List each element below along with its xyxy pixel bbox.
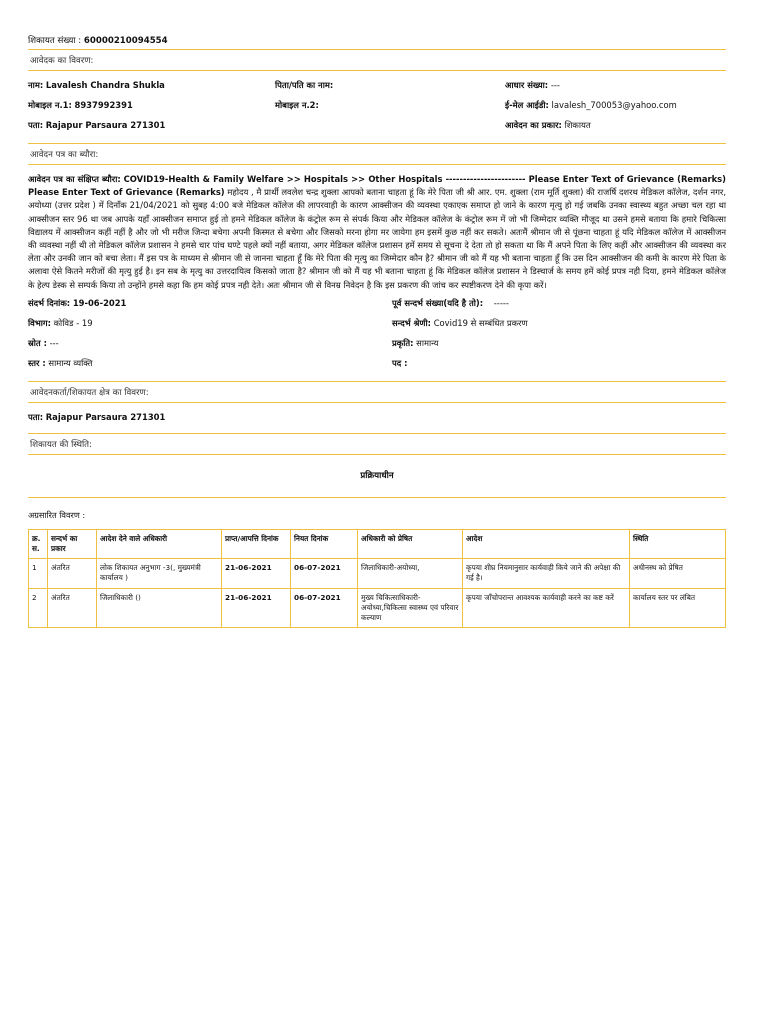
details-row-4: स्तर : सामान्य व्यक्ति पद : [28,357,408,368]
details-row-3: स्रोत : --- प्रकृति: सामान्य [28,337,439,348]
department: कोविड - 19 [53,317,93,328]
level: सामान्य व्यक्ति [48,357,93,368]
grievance-summary: आवेदन पत्र का संक्षिप्त ब्यौरा: COVID19-Health & Family Welfare >> Hospitals >> Other Hospitals ----------------------- Please Enter Text of Grievance (Remarks) Please Enter Text of Grievance (Remarks) महोदय , मै प्रार्थी लवलेश चन्द्र शुक्ला आपको बताना चाहता हूं कि मेरे पिता जी श्री आर. एम. शुक्ला (राम मूर्ति शुक्ला) की राजर्षि दशरथ मेडिकल कॉलेज, दर्शन नगर, अयोध्या (उत्तर प्रदेश ) में दिनाँक 21/04/2021 को सुबह 4:00 बजे मेडिकल कॉलेज की लापरवाही के कारण आक्सीजन की व्यवस्था एकाएक समाप्त हो जाने के कारण मृत्यु हो गई जबकि उनका स्वास्थ्य बहुत अच्छा चल रहा था आक्सीजन स्तर 96 था जब आपके यहाँ आक्सीजन समाप्त हुई तो हमने मेडिकल कॉलेज के कंट्रोल रूम से संपर्क किया और मेडिकल कॉलेज के कंट्रोल रूम में जो भी जिम्मेदार व्यक्ति मौजूद था उसने हमसे बताया कि हमारे चिकित्सा विद्यालय में आक्सीजन कहीं नहीं है और जो भी मरीज जिन्दा बचेगा अपनी किस्मत से बचेगा और जिसको मरना होगा मर जायेगा हम इसमें कुछ नहीं कर सकते। अतःमैं श्रीमान जी से पूंछना चाहता हूं यदि मेडिकल कॉलेज में आक्सीजन की व्यवस्था नहीं थी तो मेडिकल कॉलेज प्रशासन ने हमसे चार पांच घण्टे पहले क्यों नहीं बताया, अगर मेडिकल कॉलेज प्रशासन हमें समय से सूचना दे देता तो हो सकता था कि मैं अपने पिता के लिए कहीं और आक्सीजन की व्यवस्था कर लेता और उनकी जान को बचा लेता। मैं इस पत्र के माध्यम से श्रीमान जी से जानना चाहता हूँ कि मेरे पिता की मृत्यु का जिम्मेदार कौन है? श्रीमान जी को मैं यह भी बताना चाहता हूँ कि उस दिन आक्सीजन की कमी के कारण मेरे पिता के अलावा ऐसे कितने मरीजों की मृत्यु हुई है। इन सब के मृत्यु का उत्तरदायित्व किसको जाता है? श्रीमान जी को मैं यह भी बताना चाहता हूं कि मेडिकल कॉलेज प्रशासन ने डिस्चार्ज के समय हमें कोई प्रपत्र नही दिया, हमने मेडिकल कॉलेज के हेल्प डेस्क से सम्पर्क किया तो उन्होंने हमसे कहा कि हम कोई प्रपत्र नही देते। अतः श्रीमान जी से विनम्र निवेदन है कि इस प्रकरण की जांच कर स्पष्टीकरण देने की कृपा करें। [28,174,726,290]
email: lavalesh_700053@yahoo.com [551,100,677,110]
applicant-address: Rajapur Parsaura 271301 [45,120,166,130]
document-page [28,34,726,628]
applicant-name: Lavalesh Chandra Shukla [45,80,165,90]
applicant-row-2: मोबाइल न.1: 8937992391 मोबाइल न.2: ई-मेल आईडी: lavalesh_700053@yahoo.com [28,100,677,110]
area-address: पता: Rajapur Parsaura 271301 [28,411,166,422]
details-row-2: विभाग: कोविड - 19 सन्दर्भ श्रेणी: Covid19 से सम्बंधित प्रकरण [28,317,528,328]
table-row: 2 अंतरित जिलाधिकारी () 21-06-2021 06-07-2021 मुख्य चिकित्साधिकारी-अयोध्या,चिकित्सा स्वास्थ्य एवं परिवार कल्याण कृपया जाँचोपरान्त आवश्यक कार्यवाही करने का कष्ट करें कार्यालय स्तर पर लंबित [29,588,726,627]
details-row-1: संदर्भ दिनांक: 19-06-2021 पूर्व सन्दर्भ संख्या(यदि है तो): ----- [28,297,509,308]
applicant-row-3: पता: Rajapur Parsaura 271301 आवेदन का प्रकार: शिकायत [28,120,591,130]
ref-date: 19-06-2021 [72,297,127,308]
table-header-row: क्र. स. सन्दर्भ का प्रकार आदेश देने वाले अधिकारी प्राप्त/आपत्ति दिनांक नियत दिनांक अधिकारी को प्रेषित आदेश स्थिति [29,529,726,558]
source: --- [49,337,59,348]
status-section-header: शिकायत की स्थिति: [28,433,726,455]
forward-title: अग्रसारित विवरण : [28,509,86,520]
prev-ref: ----- [493,297,509,308]
nature: सामान्य [416,337,439,348]
application-type: शिकायत [564,120,591,130]
forward-table [28,529,726,628]
application-section-header: आवेदन पत्र का ब्यौरा: [28,143,726,165]
area-section-header: आवेदनकर्ता/शिकायत क्षेत्र का विवरण: [28,381,726,403]
aadhar-number: --- [550,80,560,90]
mobile-1: 8937992391 [74,100,133,110]
applicant-section-header: आवेदक का विवरण: [28,49,726,71]
complaint-number: 60000210094554 [83,36,168,46]
ref-category: Covid19 से सम्बंधित प्रकरण [433,317,528,328]
table-row: 1 अंतरित लोक शिकायत अनुभाग -3(, मुख्यमंत्री कार्यालय ) 21-06-2021 06-07-2021 जिलाधिकारी-अयोध्या, कृपया शीघ्र नियमानुसार कार्यवाही किये जाने की अपेक्षा की गई है। अधीनस्थ को प्रेषित [29,558,726,588]
applicant-row-1: नाम: Lavalesh Chandra Shukla पिता/पति का नाम: आधार संख्या: --- [28,80,560,90]
complaint-number-line: शिकायत संख्या : 60000210094554 [28,36,168,46]
complaint-status: प्रक्रियाधीन [28,455,726,498]
